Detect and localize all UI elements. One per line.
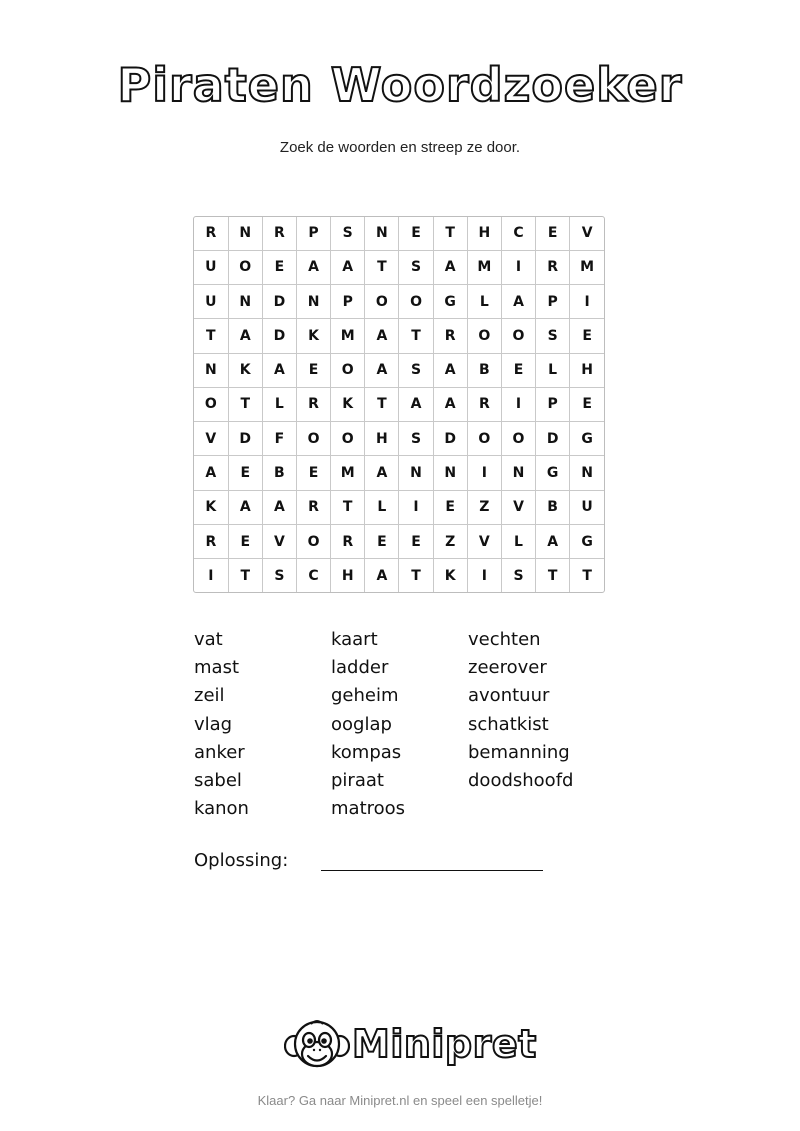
- grid-cell: K: [331, 387, 365, 421]
- grid-cell: G: [570, 524, 604, 558]
- word-item: piraat: [331, 769, 384, 791]
- grid-cell: A: [433, 387, 467, 421]
- instructions: Zoek de woorden en streep ze door.: [279, 139, 521, 156]
- grid-cell: N: [194, 353, 228, 387]
- grid-cell: D: [262, 319, 296, 353]
- grid-cell: I: [501, 250, 535, 284]
- grid-cell: Z: [433, 524, 467, 558]
- grid-cell: I: [399, 490, 433, 524]
- grid-cell: K: [228, 353, 262, 387]
- grid-cell: A: [228, 319, 262, 353]
- grid-cell: O: [467, 422, 501, 456]
- grid-cell: S: [399, 353, 433, 387]
- grid-cell: R: [467, 387, 501, 421]
- grid-cell: A: [365, 319, 399, 353]
- word-item: ooglap: [331, 713, 392, 735]
- grid-cell: S: [262, 559, 296, 592]
- grid-cell: N: [399, 456, 433, 490]
- word-item: zeerover: [468, 657, 547, 679]
- grid-cell: E: [399, 524, 433, 558]
- grid-cell: D: [228, 422, 262, 456]
- logo-wordmark: Minipret: [352, 1022, 537, 1066]
- grid-cell: N: [228, 285, 262, 319]
- monkey-face-icon: [284, 1016, 350, 1076]
- grid-cell: O: [194, 387, 228, 421]
- word-item: kaart: [331, 629, 378, 650]
- grid-cell: L: [365, 490, 399, 524]
- grid-cell: O: [399, 285, 433, 319]
- grid-cell: E: [536, 217, 570, 250]
- grid-cell: O: [501, 319, 535, 353]
- grid-cell: T: [399, 319, 433, 353]
- grid-cell: T: [365, 387, 399, 421]
- grid-cell: A: [228, 490, 262, 524]
- grid-cell: S: [399, 422, 433, 456]
- grid-cell: L: [501, 524, 535, 558]
- grid-cell: D: [536, 422, 570, 456]
- grid-cell: U: [570, 490, 604, 524]
- letter-grid-table: [194, 217, 604, 592]
- grid-cell: E: [501, 353, 535, 387]
- grid-cell: I: [501, 387, 535, 421]
- grid-row: [194, 285, 604, 319]
- grid-cell: S: [331, 217, 365, 250]
- grid-cell: E: [228, 456, 262, 490]
- grid-cell: T: [399, 559, 433, 592]
- grid-cell: I: [570, 285, 604, 319]
- grid-cell: K: [296, 319, 330, 353]
- grid-cell: F: [262, 422, 296, 456]
- word-list-column-2: [331, 626, 471, 823]
- grid-cell: M: [331, 456, 365, 490]
- grid-cell: O: [331, 353, 365, 387]
- grid-cell: U: [194, 250, 228, 284]
- grid-cell: S: [536, 319, 570, 353]
- solution-answer-line: [321, 870, 543, 871]
- word-item: schatkist: [468, 713, 549, 735]
- grid-cell: A: [365, 456, 399, 490]
- word-item: anker: [194, 741, 245, 763]
- word-item: avontuur: [468, 685, 550, 707]
- word-item: sabel: [194, 769, 242, 791]
- grid-cell: V: [467, 524, 501, 558]
- grid-cell: N: [296, 285, 330, 319]
- grid-cell: N: [501, 456, 535, 490]
- minipret-logo: [284, 1016, 537, 1080]
- grid-cell: R: [296, 387, 330, 421]
- grid-cell: B: [536, 490, 570, 524]
- grid-cell: A: [501, 285, 535, 319]
- grid-cell: E: [296, 456, 330, 490]
- grid-row: [194, 250, 604, 284]
- grid-cell: T: [570, 559, 604, 592]
- grid-row: [194, 559, 604, 592]
- grid-cell: T: [331, 490, 365, 524]
- grid-cell: A: [331, 250, 365, 284]
- word-list-column-3: [468, 626, 608, 795]
- grid-cell: E: [296, 353, 330, 387]
- grid-cell: B: [467, 353, 501, 387]
- word-item: vat: [194, 629, 223, 650]
- grid-cell: N: [570, 456, 604, 490]
- grid-row: [194, 456, 604, 490]
- grid-cell: L: [536, 353, 570, 387]
- grid-row: [194, 387, 604, 421]
- solution-label: Oplossing:: [194, 850, 289, 871]
- grid-cell: E: [228, 524, 262, 558]
- grid-cell: H: [570, 353, 604, 387]
- grid-cell: A: [433, 250, 467, 284]
- grid-cell: E: [399, 217, 433, 250]
- grid-cell: A: [262, 490, 296, 524]
- grid-cell: I: [194, 559, 228, 592]
- grid-cell: A: [536, 524, 570, 558]
- word-search-grid: [193, 216, 605, 593]
- word-item: geheim: [331, 685, 399, 707]
- grid-cell: E: [570, 319, 604, 353]
- word-list-column-1: [194, 626, 334, 823]
- grid-cell: T: [228, 387, 262, 421]
- grid-cell: M: [331, 319, 365, 353]
- grid-row: [194, 490, 604, 524]
- grid-cell: U: [194, 285, 228, 319]
- grid-cell: N: [365, 217, 399, 250]
- grid-cell: O: [501, 422, 535, 456]
- grid-cell: A: [365, 559, 399, 592]
- page-title: Piraten Woordzoeker: [117, 58, 683, 112]
- word-item: doodshoofd: [468, 769, 574, 791]
- grid-cell: T: [433, 217, 467, 250]
- grid-cell: L: [262, 387, 296, 421]
- grid-cell: T: [194, 319, 228, 353]
- grid-cell: G: [433, 285, 467, 319]
- grid-cell: P: [536, 285, 570, 319]
- grid-cell: K: [433, 559, 467, 592]
- grid-cell: I: [467, 559, 501, 592]
- grid-cell: A: [262, 353, 296, 387]
- grid-cell: C: [501, 217, 535, 250]
- grid-row: [194, 422, 604, 456]
- grid-row: [194, 217, 604, 250]
- grid-cell: Z: [467, 490, 501, 524]
- grid-cell: A: [399, 387, 433, 421]
- word-item: vechten: [468, 629, 541, 650]
- grid-cell: G: [536, 456, 570, 490]
- grid-row: [194, 353, 604, 387]
- grid-cell: H: [331, 559, 365, 592]
- grid-cell: R: [536, 250, 570, 284]
- grid-cell: M: [570, 250, 604, 284]
- word-item: vlag: [194, 713, 233, 735]
- grid-cell: S: [399, 250, 433, 284]
- grid-cell: K: [194, 490, 228, 524]
- grid-cell: O: [228, 250, 262, 284]
- grid-cell: R: [262, 217, 296, 250]
- grid-cell: T: [365, 250, 399, 284]
- grid-cell: R: [296, 490, 330, 524]
- grid-cell: D: [433, 422, 467, 456]
- grid-cell: N: [228, 217, 262, 250]
- grid-cell: S: [501, 559, 535, 592]
- grid-cell: B: [262, 456, 296, 490]
- grid-cell: P: [331, 285, 365, 319]
- grid-cell: V: [262, 524, 296, 558]
- grid-cell: H: [467, 217, 501, 250]
- word-item: kanon: [194, 798, 249, 820]
- grid-cell: O: [296, 422, 330, 456]
- footer-text: Klaar? Ga naar Minipret.nl en speel een spelletje!: [257, 1093, 543, 1108]
- grid-cell: E: [570, 387, 604, 421]
- grid-cell: E: [365, 524, 399, 558]
- grid-cell: O: [467, 319, 501, 353]
- word-item: ladder: [331, 657, 389, 679]
- grid-cell: D: [262, 285, 296, 319]
- grid-cell: R: [194, 524, 228, 558]
- grid-cell: R: [331, 524, 365, 558]
- grid-cell: V: [501, 490, 535, 524]
- grid-cell: P: [296, 217, 330, 250]
- grid-cell: I: [467, 456, 501, 490]
- grid-cell: P: [536, 387, 570, 421]
- grid-cell: N: [433, 456, 467, 490]
- grid-cell: R: [194, 217, 228, 250]
- word-item: matroos: [331, 798, 406, 820]
- grid-cell: O: [365, 285, 399, 319]
- grid-cell: O: [296, 524, 330, 558]
- grid-cell: R: [433, 319, 467, 353]
- grid-cell: C: [296, 559, 330, 592]
- grid-cell: A: [296, 250, 330, 284]
- grid-cell: A: [365, 353, 399, 387]
- grid-row: [194, 524, 604, 558]
- grid-cell: A: [194, 456, 228, 490]
- word-item: zeil: [194, 685, 225, 707]
- word-item: mast: [194, 657, 239, 679]
- grid-cell: O: [331, 422, 365, 456]
- grid-cell: M: [467, 250, 501, 284]
- grid-cell: L: [467, 285, 501, 319]
- grid-cell: T: [228, 559, 262, 592]
- word-item: kompas: [331, 741, 402, 763]
- grid-cell: G: [570, 422, 604, 456]
- grid-cell: H: [365, 422, 399, 456]
- word-item: bemanning: [468, 741, 570, 763]
- grid-cell: E: [262, 250, 296, 284]
- grid-row: [194, 319, 604, 353]
- grid-cell: V: [570, 217, 604, 250]
- grid-cell: V: [194, 422, 228, 456]
- grid-cell: E: [433, 490, 467, 524]
- grid-cell: T: [536, 559, 570, 592]
- grid-cell: A: [433, 353, 467, 387]
